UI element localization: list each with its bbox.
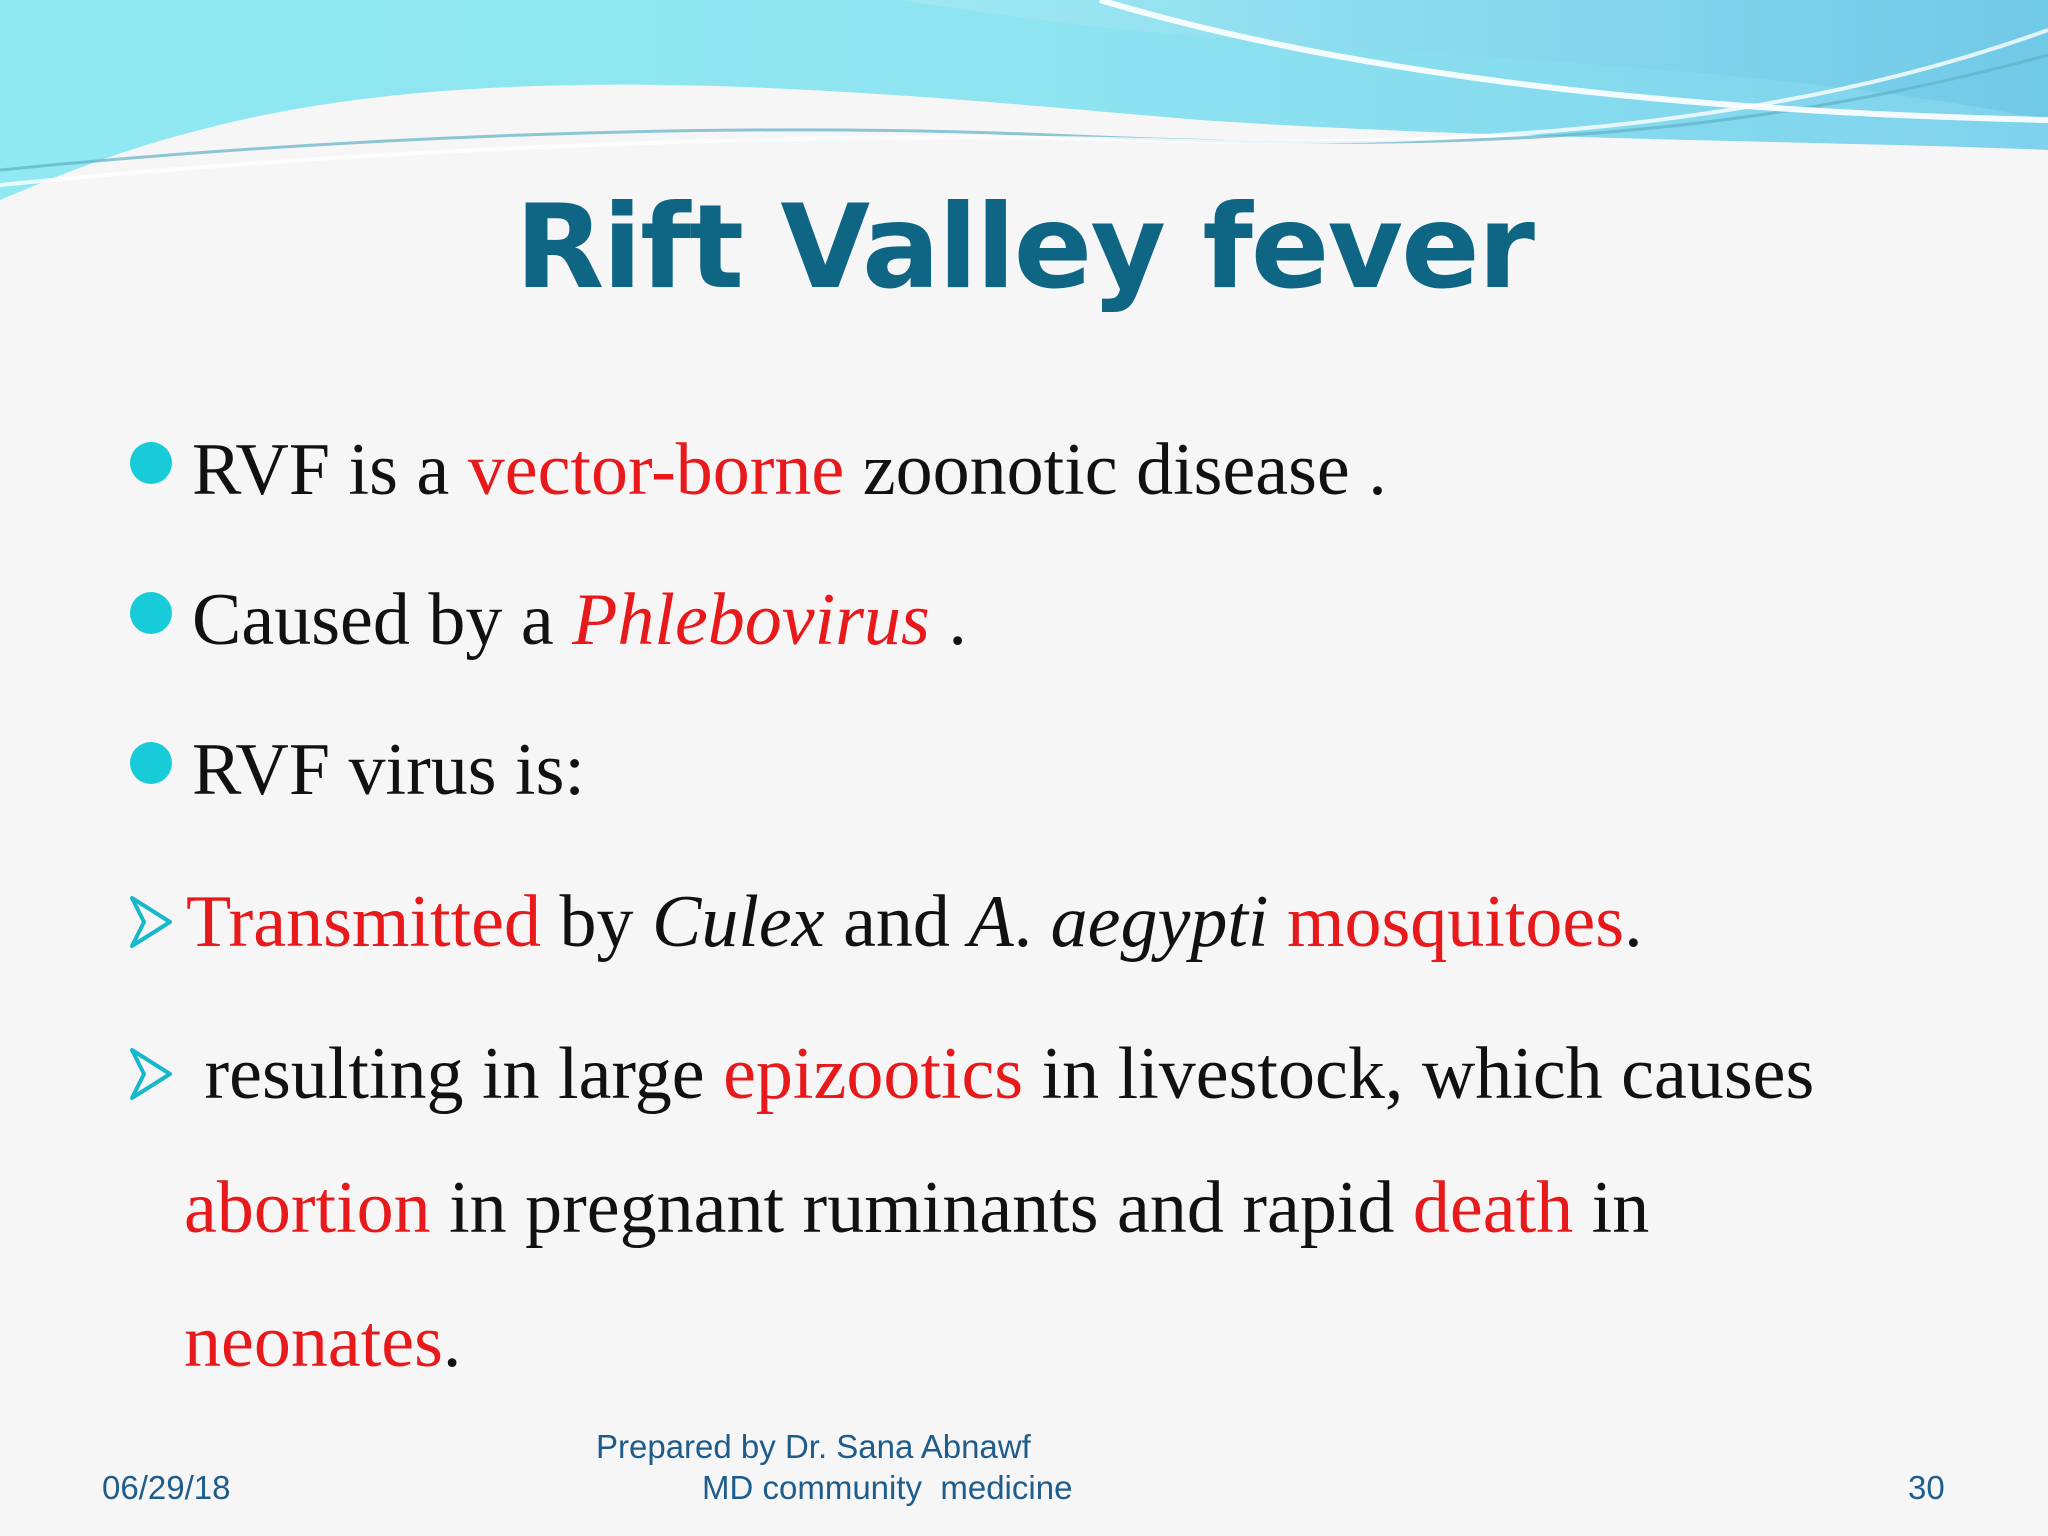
highlighted-term: neonates — [184, 1301, 443, 1383]
bullet-text — [1268, 881, 1287, 963]
arrow-bullet-icon — [128, 1046, 174, 1102]
bullet-text: . — [1624, 881, 1643, 963]
circle-bullet-icon — [130, 442, 172, 484]
genus-abbrev: A — [968, 881, 1014, 963]
bullet-text: in — [1573, 1167, 1650, 1249]
highlighted-term: Phlebovirus — [572, 579, 930, 661]
footer-date: 06/29/18 — [102, 1469, 231, 1506]
bullet-text: and — [824, 881, 969, 963]
bullet-text: RVF is a — [192, 429, 468, 511]
highlighted-term: epizootics — [723, 1033, 1024, 1115]
bullet-text: in pregnant ruminants and rapid — [430, 1167, 1413, 1249]
bullet-text: in livestock, which causes — [1023, 1033, 1815, 1115]
bullet-text: . — [1013, 881, 1051, 963]
bullet-text: . — [442, 1301, 462, 1383]
bullet-text: RVF virus is: — [192, 729, 585, 811]
arrow-bullet-icon — [128, 894, 174, 950]
bullet-text: Caused by a — [192, 579, 573, 661]
bullet-text: by — [540, 881, 652, 963]
highlighted-term: abortion — [184, 1167, 431, 1249]
footer-author: Prepared by Dr. Sana Abnawf — [596, 1428, 1031, 1465]
species-name: aegypti — [1050, 881, 1269, 963]
circle-bullet-icon — [130, 592, 172, 634]
slide-title: Rift Valley fever — [515, 180, 1533, 315]
genus-name: Culex — [651, 881, 825, 963]
footer-page-number: 30 — [1908, 1469, 1945, 1506]
bullet-text: zoonotic disease . — [844, 429, 1387, 511]
bullet-text: resulting in large — [186, 1033, 724, 1115]
circle-bullet-icon — [130, 742, 172, 784]
highlighted-term: Transmitted — [186, 881, 541, 963]
footer-department: MD community medicine — [702, 1469, 1073, 1506]
highlighted-term: death — [1412, 1167, 1574, 1249]
highlighted-term: vector-borne — [467, 429, 845, 511]
bullet-text: . — [929, 579, 967, 661]
highlighted-term: mosquitoes — [1286, 881, 1625, 963]
